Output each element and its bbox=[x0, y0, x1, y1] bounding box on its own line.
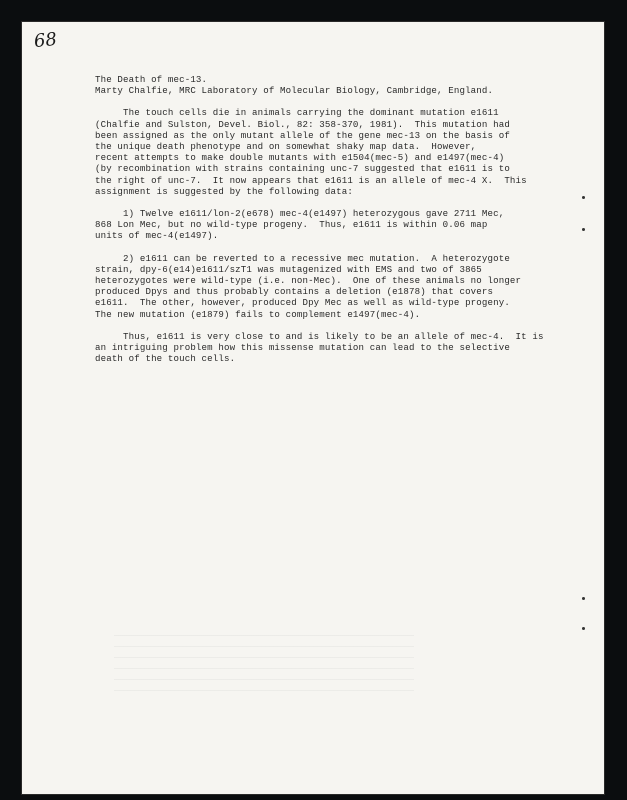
text-line: The touch cells die in animals carrying the dominant mutation e1611 bbox=[95, 107, 499, 119]
document-body bbox=[95, 74, 561, 364]
text-line: (Chalfie and Sulston, Devel. Biol., 82: 358-370, 1981). This mutation had bbox=[95, 118, 510, 130]
text-line: Thus, e1611 is very close to and is likely to be an allele of mec-4. It is bbox=[95, 330, 544, 342]
text-line: The new mutation (e1879) fails to complement e1497(mec-4). bbox=[95, 308, 421, 320]
text-line: the unique death phenotype and on somewhat shaky map data. However, bbox=[95, 141, 477, 153]
margin-dot bbox=[582, 228, 585, 231]
text-line: 868 Lon Mec, but no wild-type progeny. Thus, e1611 is within 0.06 map bbox=[95, 219, 488, 231]
text-line: an intriguing problem how this missense mutation can lead to the selective bbox=[95, 342, 510, 354]
text-line: units of mec-4(e1497). bbox=[95, 230, 219, 242]
faint-bleedthrough-lines bbox=[114, 635, 414, 695]
paragraph-1 bbox=[95, 107, 561, 197]
author-byline: Marty Chalfie, MRC Laboratory of Molecular Biology, Cambridge, England. bbox=[95, 85, 494, 97]
text-line: assignment is suggested by the following data: bbox=[95, 185, 353, 197]
text-line: the right of unc-7. It now appears that e1611 is an allele of mec-4 X. This bbox=[95, 174, 527, 186]
spacer bbox=[95, 96, 561, 107]
text-line: been assigned as the only mutant allele of the gene mec-13 on the basis of bbox=[95, 129, 510, 141]
spacer bbox=[95, 242, 561, 253]
paragraph-4 bbox=[95, 331, 561, 365]
text-line: 1) Twelve e1611/lon-2(e678) mec-4(e1497) heterozygous gave 2711 Mec, bbox=[95, 208, 505, 220]
paragraph-3 bbox=[95, 253, 561, 320]
margin-dot bbox=[582, 196, 585, 199]
text-line: strain, dpy-6(e14)e1611/szT1 was mutagenized with EMS and two of 3865 bbox=[95, 263, 482, 275]
margin-dot bbox=[582, 627, 585, 630]
document-title: The Death of mec-13. bbox=[95, 74, 208, 85]
text-line: 2) e1611 can be reverted to a recessive mec mutation. A heterozygote bbox=[95, 252, 510, 264]
text-line: produced Dpys and thus probably contains a deletion (e1878) that covers bbox=[95, 286, 494, 298]
text-line: heterozygotes were wild-type (i.e. non-Mec). One of these animals no longer bbox=[95, 275, 522, 287]
text-line: e1611. The other, however, produced Dpy Mec as well as wild-type progeny. bbox=[95, 297, 510, 309]
text-line: death of the touch cells. bbox=[95, 353, 236, 365]
spacer bbox=[95, 197, 561, 208]
text-line: recent attempts to make double mutants with e1504(mec-5) and e1497(mec-4) bbox=[95, 152, 505, 164]
document-page bbox=[22, 22, 604, 794]
handwritten-page-number: 68 bbox=[32, 28, 58, 53]
text-line: (by recombination with strains containing unc-7 suggested that e1611 is to bbox=[95, 163, 510, 175]
spacer bbox=[95, 320, 561, 331]
paragraph-2 bbox=[95, 208, 561, 242]
margin-dot bbox=[582, 597, 585, 600]
